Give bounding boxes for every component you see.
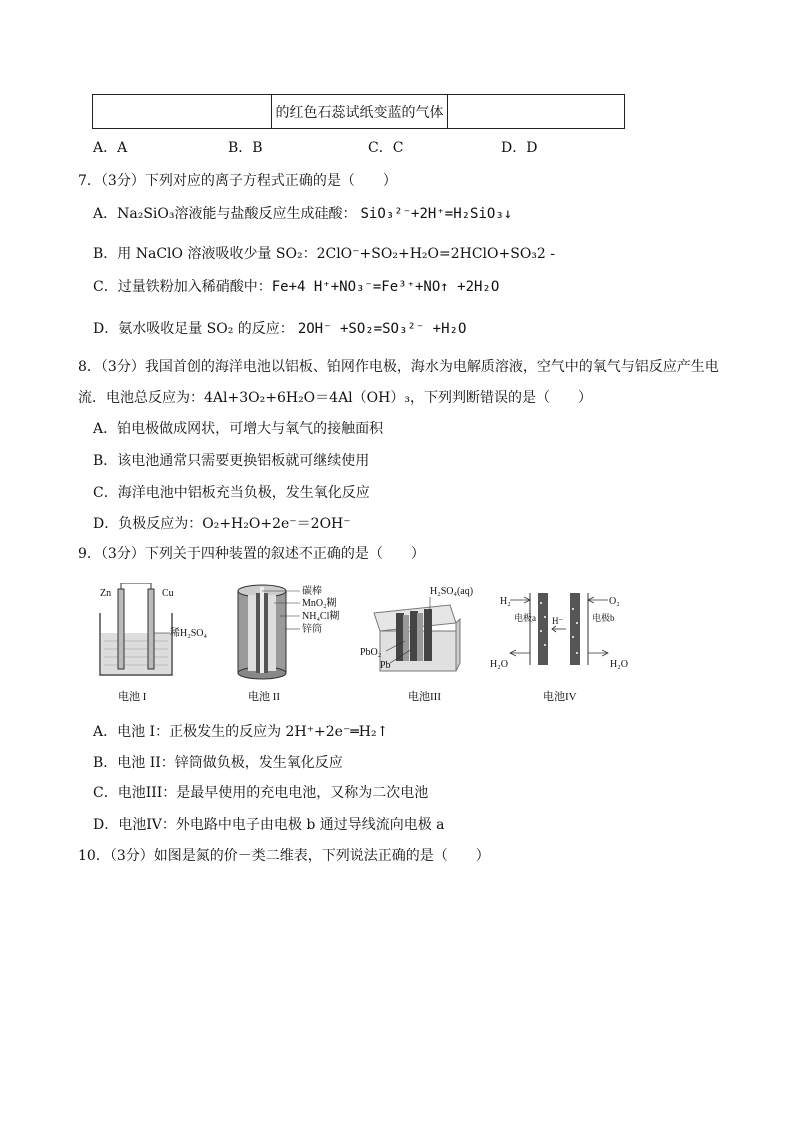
cell4-ion-label: H⁻ — [552, 616, 564, 626]
q8-option-a[interactable]: A．铂电极做成网状，可增大与氧气的接触面积 — [93, 421, 384, 437]
cell3-caption: 电池III — [408, 691, 441, 703]
cell2-carbon-rod-label: 碳棒 — [302, 586, 322, 597]
cell3-pbo2-label: PbO₂ — [360, 647, 382, 658]
q8-option-d[interactable]: D．负极反应为：O₂+H₂O+2e⁻＝2OH⁻ — [93, 516, 351, 532]
cell1-cu-label: Cu — [162, 588, 174, 599]
cell4-h2o-left-label: H₂O — [490, 659, 508, 670]
q7-option-d[interactable] — [93, 318, 466, 338]
q9-option-a[interactable]: A．电池 I：正极发生的反应为 2H⁺+2e⁻═H₂↑ — [93, 724, 389, 740]
q6-option-a[interactable]: A．A — [93, 140, 128, 156]
cell4-diagram — [490, 593, 628, 703]
cell2-diagram — [238, 584, 339, 703]
four-batteries-figure — [90, 583, 650, 708]
q7-a-equation: SiO₃²⁻+2H⁺=H₂SiO₃↓ — [360, 206, 513, 222]
cell1-solution-label: 稀H₂SO₄ — [170, 628, 207, 639]
answer-table — [92, 94, 625, 129]
q9-option-c[interactable]: C．电池III：是最早使用的充电电池，又称为二次电池 — [93, 785, 429, 801]
table-cell-gas: 的红色石蕊试纸变蓝的气体 — [272, 95, 448, 129]
q9-option-d[interactable]: D．电池IV：外电路中电子由电极 b 通过导线流向电极 a — [93, 817, 445, 833]
cell3-diagram — [360, 586, 473, 703]
q9-stem: 9．（3分）下列关于四种装置的叙述不正确的是（ ） — [78, 546, 425, 562]
q6-option-c[interactable]: C．C — [368, 140, 404, 156]
q7-d-text: D．氨水吸收足量 SO₂ 的反应： — [93, 321, 294, 337]
q6-option-b[interactable]: B．B — [228, 140, 263, 156]
table-cell-empty-left — [93, 95, 272, 129]
cell4-o2-label: O₂ — [609, 596, 620, 607]
cell2-caption: 电池 II — [248, 691, 281, 703]
q7-c-text: C．过量铁粉加入稀硝酸中： — [93, 279, 272, 295]
q8-stem-line2: 流．电池总反应为：4Al+3O₂+6H₂O＝4Al（OH）₃，下列判断错误的是（ ） — [78, 390, 592, 406]
q7-option-a[interactable] — [93, 203, 512, 223]
q8-stem-line1: 8．（3分）我国首创的海洋电池以铝板、铂网作电极，海水为电解质溶液，空气中的氧气与铝反应产生电 — [78, 359, 719, 375]
cell4-caption: 电池IV — [543, 691, 577, 703]
cell1-diagram — [100, 583, 207, 703]
cell3-pb-label: Pb — [380, 660, 391, 671]
cell4-h2-label: H₂ — [500, 596, 511, 607]
q7-option-c[interactable] — [93, 276, 499, 296]
q7-a-text: A．Na₂SiO₃溶液能与盐酸反应生成硅酸： — [93, 206, 357, 222]
q7-d-equation: 2OH⁻ +SO₂=SO₃²⁻ +H₂O — [297, 321, 467, 337]
cell3-acid-label: H₂SO₄(aq) — [430, 586, 474, 597]
cell1-caption: 电池 I — [118, 691, 147, 703]
q10-stem: 10．（3分）如图是氮的价－类二维表，下列说法正确的是（ ） — [78, 848, 490, 864]
cell4-electrode-b-label: 电极b — [592, 613, 615, 623]
table-cell-empty-right — [448, 95, 625, 129]
cell2-zinc-can-label: 锌筒 — [302, 624, 322, 635]
cell4-h2o-right-label: H₂O — [610, 659, 628, 670]
q6-option-d[interactable]: D．D — [501, 140, 538, 156]
q7-option-b[interactable]: B．用 NaClO 溶液吸收少量 SO₂：2ClO⁻+SO₂+H₂O=2HClO+SO₃2 - — [93, 246, 555, 262]
cell4-electrode-a-label: 电极a — [514, 613, 536, 623]
q8-option-b[interactable]: B．该电池通常只需要更换铝板就可继续使用 — [93, 453, 370, 469]
q7-stem: 7．（3分）下列对应的离子方程式正确的是（ ） — [78, 173, 397, 189]
cell2-mno2-label: MnO₂糊 — [302, 598, 337, 609]
q9-option-b[interactable]: B．电池 II：锌筒做负极，发生氧化反应 — [93, 755, 343, 771]
q7-c-equation: Fe+4 H⁺+NO₃⁻=Fe³⁺+NO↑ +2H₂O — [271, 279, 500, 295]
cell1-zn-label: Zn — [100, 588, 112, 599]
cell2-nh4cl-label: NH₄Cl糊 — [302, 611, 340, 622]
q8-option-c[interactable]: C．海洋电池中铝板充当负极，发生氧化反应 — [93, 485, 370, 501]
